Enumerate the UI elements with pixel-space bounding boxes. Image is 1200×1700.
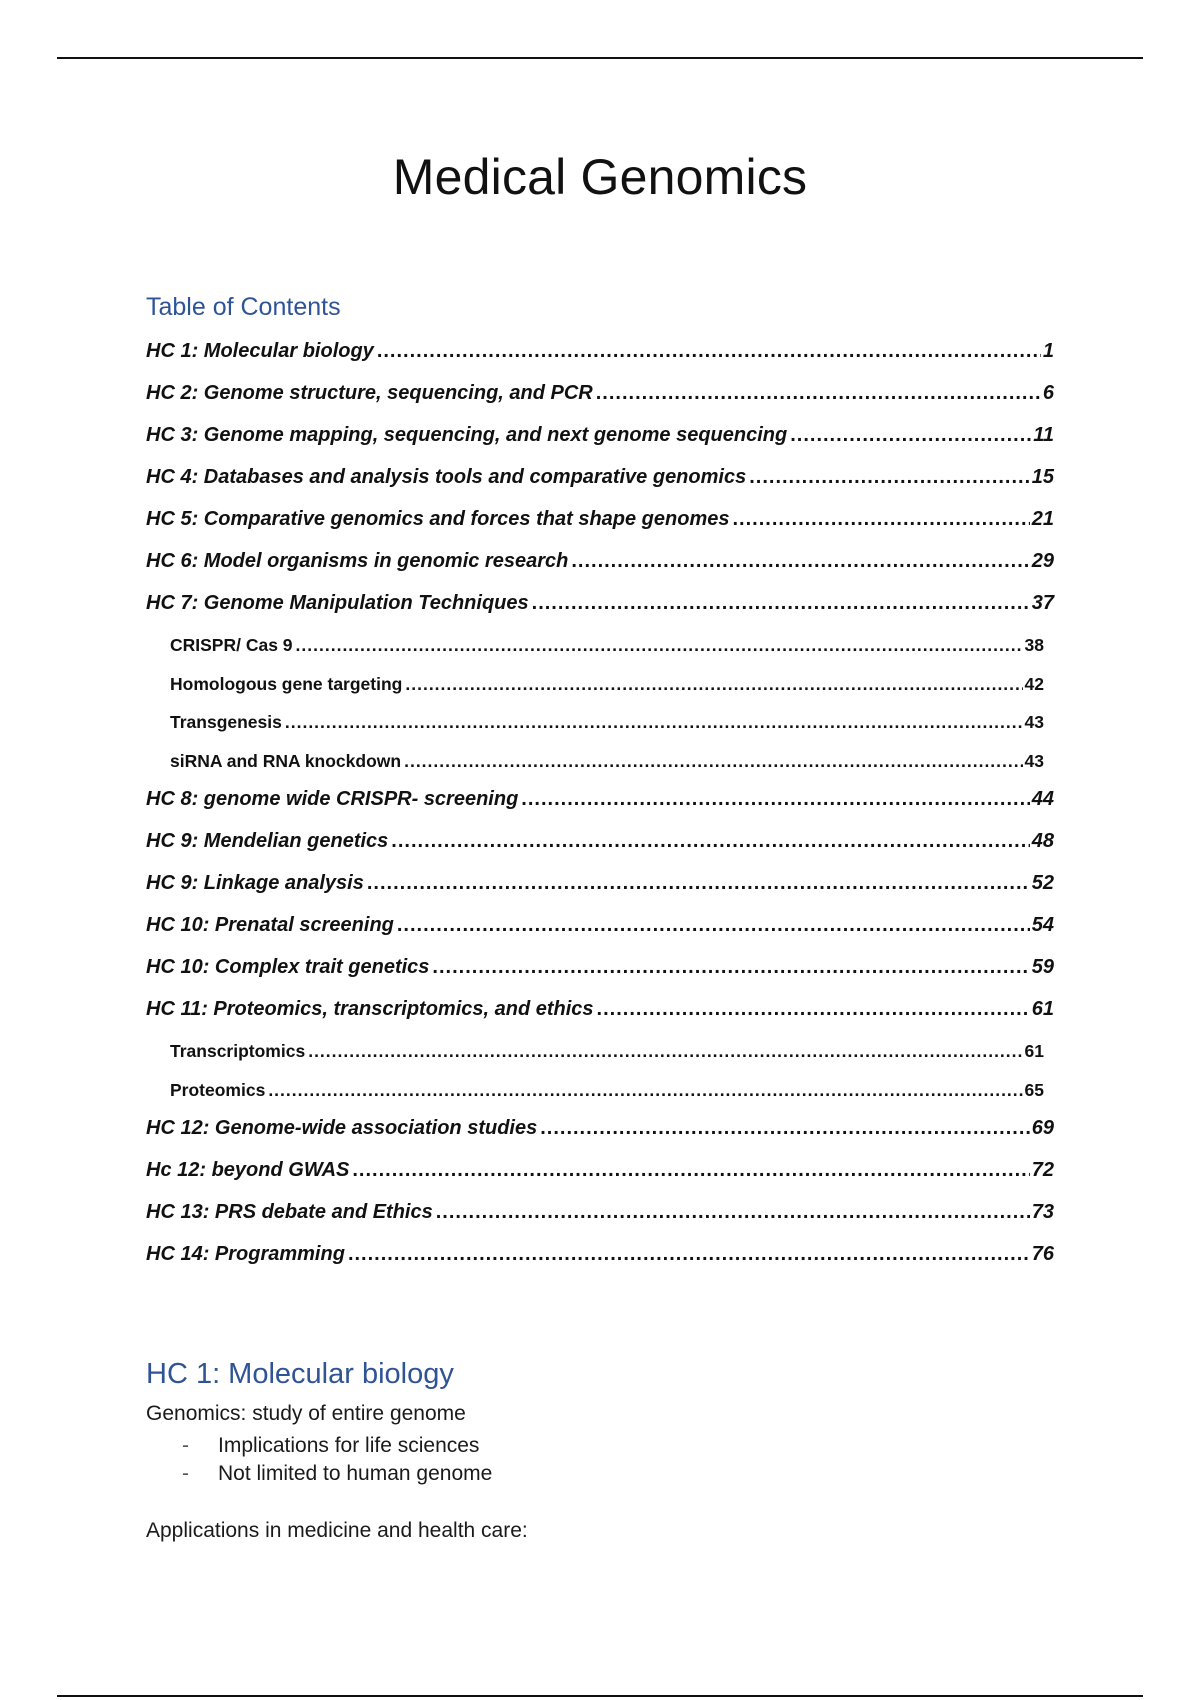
toc-leader-dots xyxy=(296,635,1023,655)
toc-entry-page-number: 65 xyxy=(1024,1079,1044,1100)
toc-entry-label: siRNA and RNA knockdown xyxy=(170,750,402,771)
toc-heading: Table of Contents xyxy=(146,293,341,321)
toc-entry[interactable] xyxy=(146,341,1054,383)
toc-entry-label: HC 11: Proteomics, transcriptomics, and ethics xyxy=(146,998,594,1020)
toc-leader-dots xyxy=(521,789,1029,809)
toc-entry[interactable] xyxy=(146,1202,1054,1244)
toc-entry[interactable] xyxy=(146,999,1054,1041)
toc-entry[interactable] xyxy=(146,383,1054,425)
toc-entry[interactable] xyxy=(146,831,1054,873)
applications-paragraph: Applications in medicine and health care: xyxy=(146,1519,528,1542)
toc-leader-dots xyxy=(571,551,1029,571)
toc-leader-dots xyxy=(367,873,1030,893)
toc-leader-dots xyxy=(790,425,1031,445)
toc-leader-dots xyxy=(404,751,1022,771)
toc-entry-page-number: 37 xyxy=(1031,592,1054,614)
toc-subentry[interactable] xyxy=(146,635,1054,674)
toc-subentry[interactable] xyxy=(146,1080,1054,1119)
toc-entry-page-number: 21 xyxy=(1031,508,1054,530)
toc-entry[interactable] xyxy=(146,467,1054,509)
toc-entry-label: HC 6: Model organisms in genomic research xyxy=(146,550,569,572)
toc-entry-page-number: 72 xyxy=(1031,1159,1054,1181)
toc-leader-dots xyxy=(596,383,1041,403)
toc-entry-label: Transcriptomics xyxy=(170,1041,306,1061)
toc-entry[interactable] xyxy=(146,551,1054,593)
toc-entry-page-number: 61 xyxy=(1024,1041,1044,1061)
toc-leader-dots xyxy=(391,831,1029,851)
toc-entry-label: Transgenesis xyxy=(170,712,282,732)
toc-leader-dots xyxy=(405,674,1022,694)
toc-leader-dots xyxy=(733,509,1030,529)
toc-entry-label: HC 13: PRS debate and Ethics xyxy=(146,1201,433,1223)
toc-entry[interactable] xyxy=(146,509,1054,551)
toc-entry-page-number: 29 xyxy=(1031,550,1054,572)
footer-rule xyxy=(57,1695,1143,1697)
list-item xyxy=(182,1432,492,1460)
toc-entry-page-number: 11 xyxy=(1033,424,1054,446)
toc-subentry[interactable] xyxy=(146,712,1054,751)
toc-entry-label: HC 7: Genome Manipulation Techniques xyxy=(146,592,529,614)
toc-entry-page-number: 43 xyxy=(1024,750,1044,771)
toc-leader-dots xyxy=(352,1160,1029,1180)
toc-leader-dots xyxy=(749,467,1030,487)
section-heading: HC 1: Molecular biology xyxy=(146,1358,454,1390)
toc-entry-page-number: 54 xyxy=(1031,914,1054,936)
toc-entry-label: HC 14: Programming xyxy=(146,1243,345,1265)
list-item xyxy=(182,1460,492,1488)
toc-entry-page-number: 52 xyxy=(1031,872,1054,894)
toc-list xyxy=(146,341,1054,1286)
toc-leader-dots xyxy=(436,1202,1030,1222)
toc-leader-dots xyxy=(597,999,1030,1019)
toc-entry-page-number: 1 xyxy=(1042,340,1054,362)
toc-entry[interactable] xyxy=(146,593,1054,635)
toc-entry[interactable] xyxy=(146,957,1054,999)
toc-entry-label: HC 10: Complex trait genetics xyxy=(146,956,430,978)
toc-leader-dots xyxy=(285,712,1023,732)
toc-entry[interactable] xyxy=(146,1160,1054,1202)
bullet-list xyxy=(182,1432,492,1488)
toc-entry-page-number: 73 xyxy=(1031,1201,1054,1223)
toc-entry[interactable] xyxy=(146,1118,1054,1160)
toc-entry-page-number: 38 xyxy=(1024,635,1044,655)
toc-entry[interactable] xyxy=(146,915,1054,957)
toc-entry-label: Homologous gene targeting xyxy=(170,673,403,694)
toc-leader-dots xyxy=(397,915,1030,935)
table-of-contents xyxy=(146,293,1054,1286)
toc-entry-page-number: 15 xyxy=(1031,466,1054,488)
toc-entry-page-number: 59 xyxy=(1031,956,1054,978)
toc-subentry[interactable] xyxy=(146,751,1054,790)
toc-entry-page-number: 42 xyxy=(1024,673,1044,694)
toc-leader-dots xyxy=(540,1118,1030,1138)
toc-entry-page-number: 61 xyxy=(1031,998,1054,1020)
toc-leader-dots xyxy=(532,593,1030,613)
toc-entry[interactable] xyxy=(146,873,1054,915)
toc-entry[interactable] xyxy=(146,1244,1054,1286)
toc-entry-label: HC 5: Comparative genomics and forces that shape genomes xyxy=(146,508,730,530)
toc-entry-label: Proteomics xyxy=(170,1079,266,1100)
toc-leader-dots xyxy=(377,341,1041,361)
toc-entry-label: HC 10: Prenatal screening xyxy=(146,914,394,936)
toc-entry-page-number: 6 xyxy=(1042,382,1054,404)
toc-entry-page-number: 69 xyxy=(1031,1117,1054,1139)
bullet-marker: - xyxy=(182,1434,189,1457)
toc-subentry[interactable] xyxy=(146,674,1054,713)
toc-entry-page-number: 76 xyxy=(1031,1243,1054,1265)
toc-leader-dots xyxy=(268,1080,1022,1100)
toc-entry-label: HC 2: Genome structure, sequencing, and PCR xyxy=(146,382,593,404)
toc-leader-dots xyxy=(348,1244,1030,1264)
toc-entry-label: CRISPR/ Cas 9 xyxy=(170,635,293,655)
toc-entry-label: HC 9: Linkage analysis xyxy=(146,872,364,894)
toc-entry-page-number: 48 xyxy=(1031,830,1054,852)
bullet-text: Not limited to human genome xyxy=(218,1462,493,1485)
toc-entry-label: Hc 12: beyond GWAS xyxy=(146,1159,350,1181)
toc-entry[interactable] xyxy=(146,425,1054,467)
toc-entry-label: HC 4: Databases and analysis tools and comparative genomics xyxy=(146,466,747,488)
document-title: Medical Genomics xyxy=(392,149,808,205)
toc-entry-label: HC 9: Mendelian genetics xyxy=(146,830,389,852)
toc-entry-page-number: 44 xyxy=(1031,788,1054,810)
bullet-text: Implications for life sciences xyxy=(218,1434,480,1457)
toc-entry-label: HC 12: Genome-wide association studies xyxy=(146,1117,538,1139)
toc-subentry[interactable] xyxy=(146,1041,1054,1080)
toc-entry-page-number: 43 xyxy=(1024,712,1044,732)
toc-entry-label: HC 1: Molecular biology xyxy=(146,340,374,362)
intro-paragraph: Genomics: study of entire genome xyxy=(146,1402,466,1425)
bullet-marker: - xyxy=(182,1462,189,1485)
toc-entry[interactable] xyxy=(146,789,1054,831)
toc-entry-label: HC 3: Genome mapping, sequencing, and next genome sequencing xyxy=(146,424,788,446)
toc-leader-dots xyxy=(432,957,1029,977)
header-rule xyxy=(57,57,1143,59)
toc-entry-label: HC 8: genome wide CRISPR- screening xyxy=(146,788,519,810)
toc-leader-dots xyxy=(308,1041,1022,1061)
